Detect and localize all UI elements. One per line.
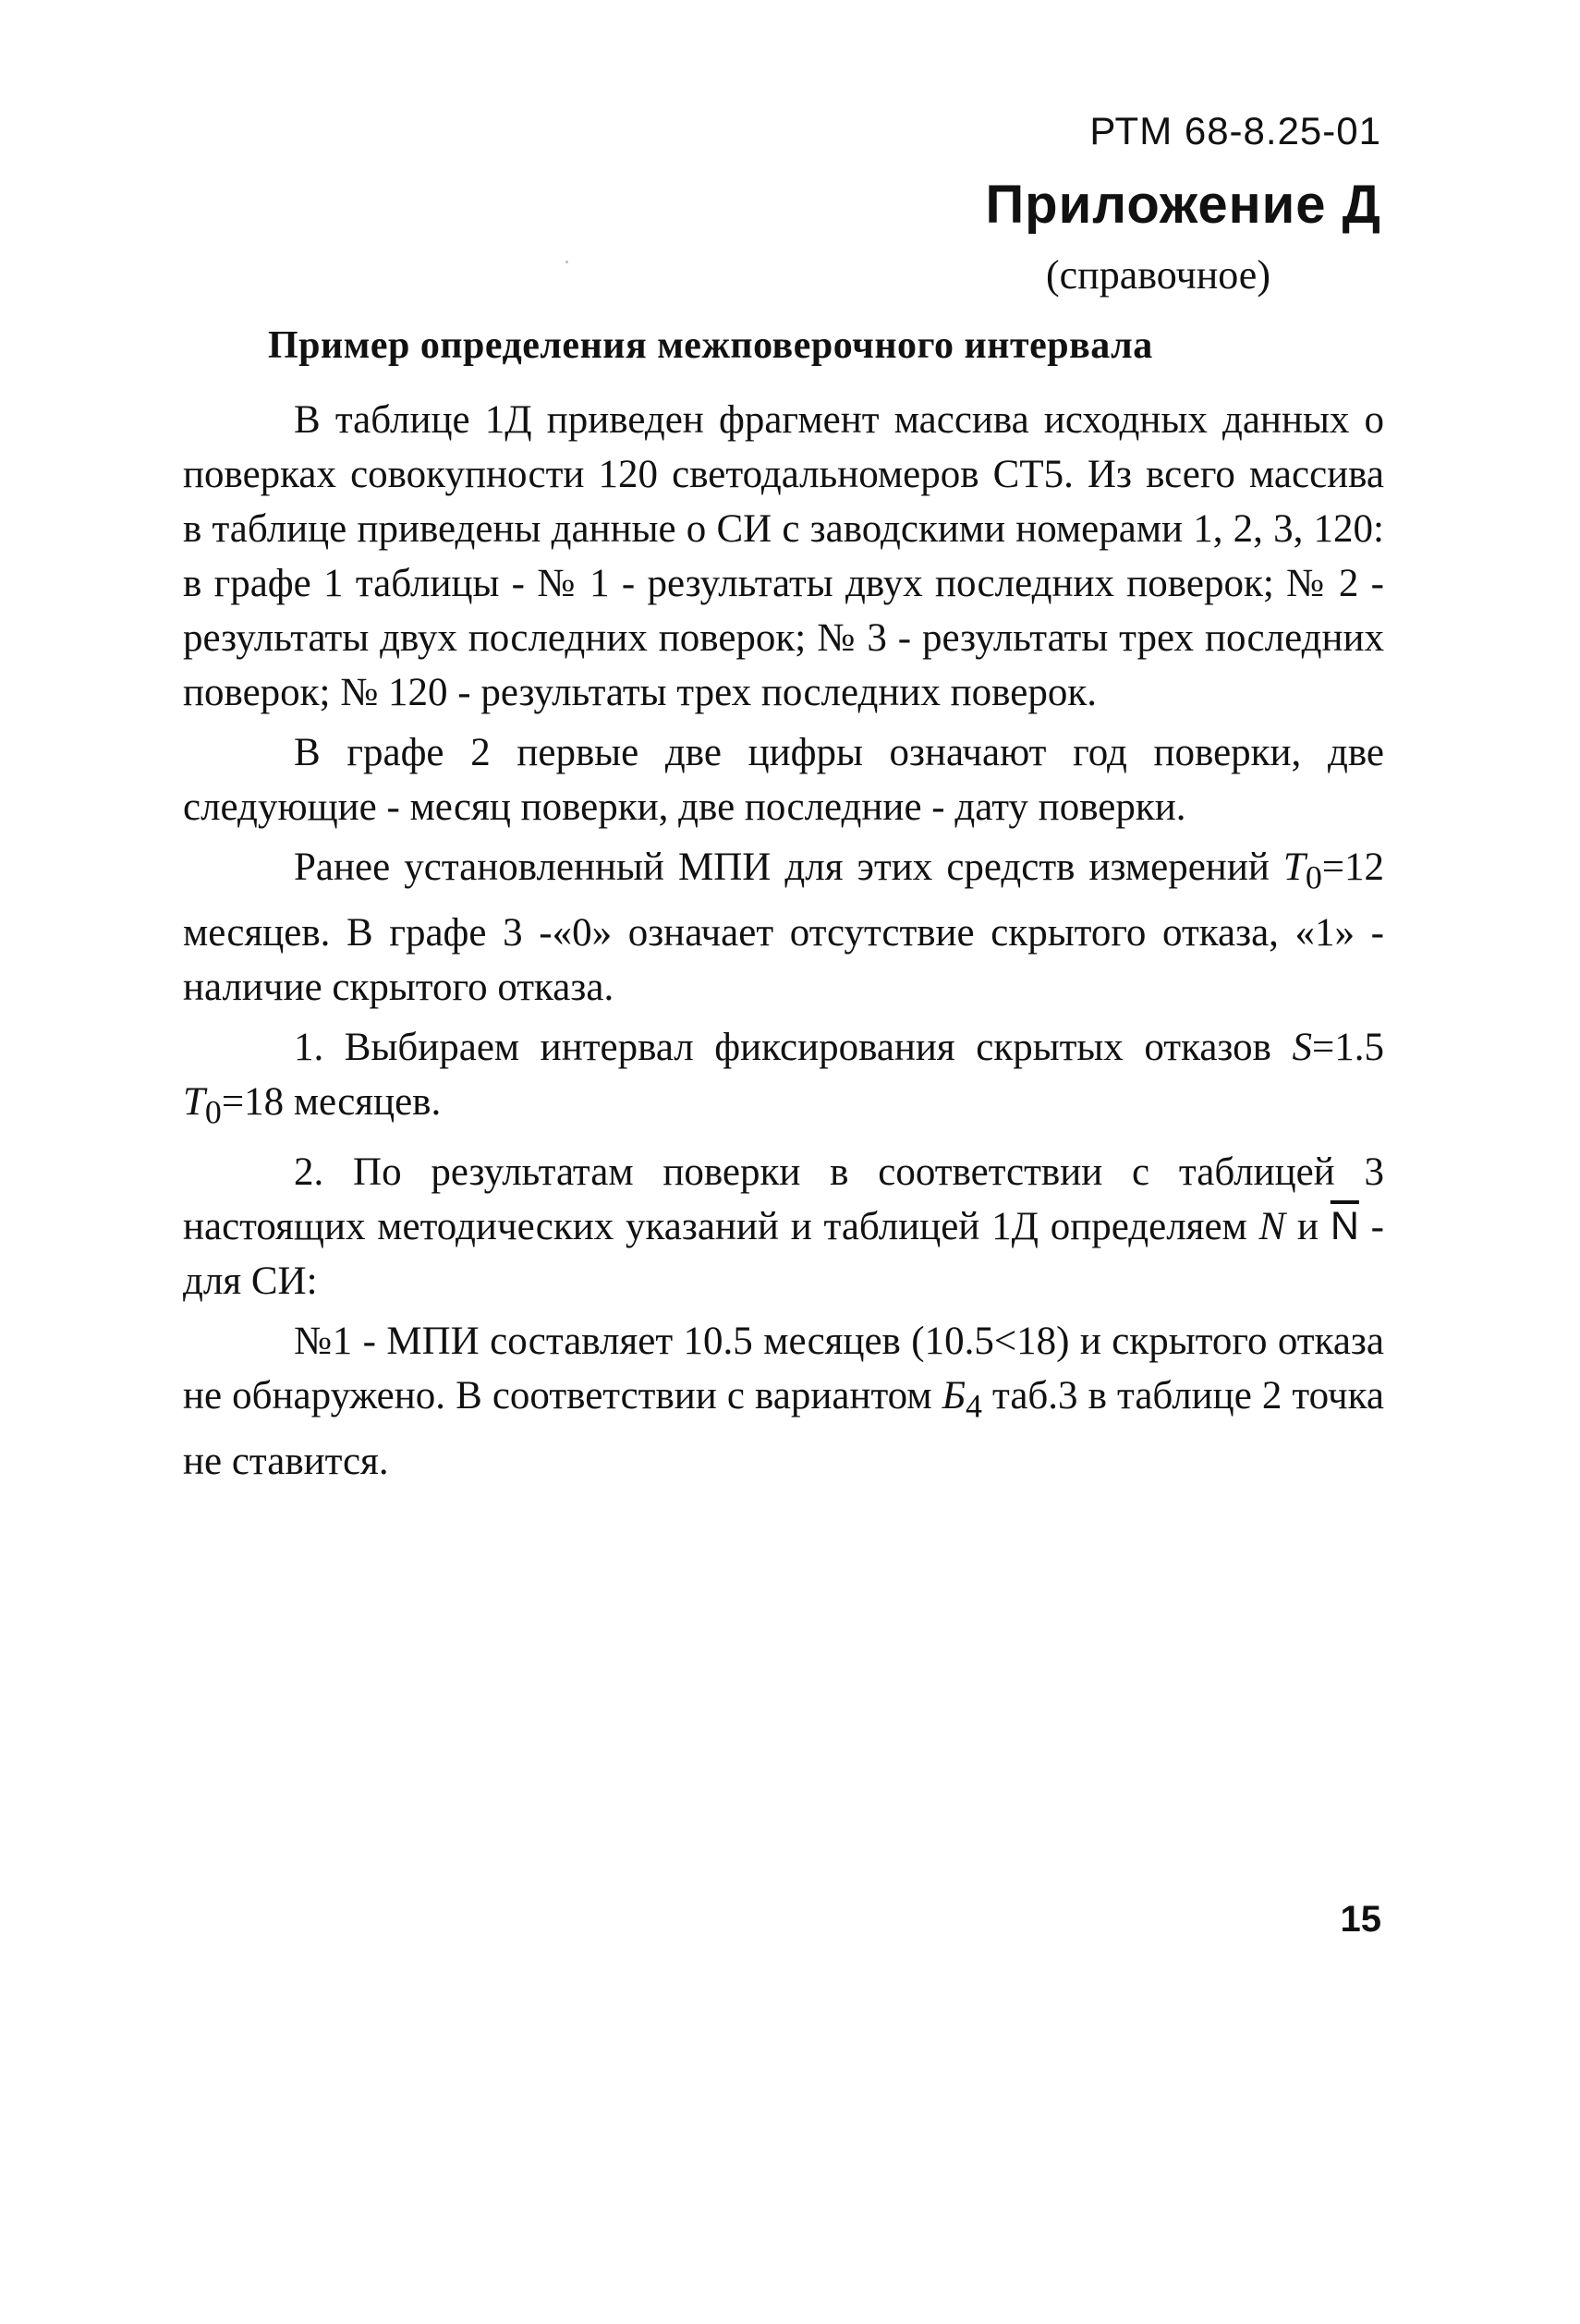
var-b-subscript: 4 (966, 1387, 982, 1425)
var-t-subscript: 0 (1305, 858, 1322, 896)
paragraph-6 (183, 1314, 1384, 1489)
paragraph-4 (183, 1020, 1384, 1140)
var-n-bar: $\overline{N}$ (1330, 1204, 1359, 1249)
appendix-title: Приложение Д (985, 175, 1381, 235)
paragraph-4-text-b: =1.5 (1311, 1025, 1384, 1069)
scan-speck (565, 261, 568, 263)
paragraph-6-text-a: №1 - МПИ составляет 10.5 месяцев (10.5<18) и скрытого отказа не обнаружено. В соответствии с вариантом (183, 1320, 1384, 1418)
paragraph-5-text-a: 2. По результатам поверки в соответствии с таблицей 3 настоящих методических указаний и таблицей 1Д определяем (183, 1150, 1384, 1249)
body-text (183, 393, 1384, 1494)
appendix-note: (справочное) (1046, 252, 1270, 298)
paragraph-5-text-c: - для СИ: (183, 1205, 1384, 1304)
paragraph-4-text-c: =18 месяцев. (221, 1079, 442, 1124)
var-t-subscript: 0 (204, 1093, 222, 1131)
paragraph-5-text-b: и (1285, 1205, 1331, 1249)
paragraph-4-text-a: 1. Выбираем интервал фиксирования скрытых отказов (294, 1025, 1293, 1069)
paragraph-6-text-b: таб.3 в таблице 2 точка не ставится. (183, 1374, 1384, 1483)
page-number: 15 (1340, 1899, 1381, 1940)
document-code: РТМ 68-8.25-01 (1089, 109, 1381, 152)
paragraph-3-text-b: =12 месяцев. В графе 3 -«0» означает отсутствие скрытого отказа, «1» - наличие скрытого отказа. (183, 846, 1384, 1009)
var-t: T (1282, 846, 1306, 889)
var-b: Б (942, 1374, 966, 1418)
paragraph-5 (183, 1145, 1384, 1308)
var-n: N (1258, 1205, 1286, 1249)
paragraph-2: В графе 2 первые две цифры означают год поверки, две следующие - месяц поверки, две последние - дату поверки. (183, 731, 1384, 829)
paragraph-3 (183, 840, 1384, 1015)
section-heading: Пример определения межповерочного интервала (268, 324, 1153, 367)
paragraph-3-text-a: Ранее установленный МПИ для этих средств измерений (294, 846, 1283, 889)
paragraph-1: В таблице 1Д приведен фрагмент массива исходных данных о поверках совокупности 120 светодальномеров СТ5. Из всего массива в таблице приведены данные о СИ с заводскими номерами 1, 2, 3, 120: в графе 1 таблицы - № 1 - результаты двух последних поверок; № 2 - результаты двух последних поверок; № 3 - результаты трех последних поверок; № 120 - результаты трех последних поверок. (183, 398, 1384, 714)
var-s: S (1292, 1025, 1312, 1069)
var-t: T (183, 1079, 205, 1124)
